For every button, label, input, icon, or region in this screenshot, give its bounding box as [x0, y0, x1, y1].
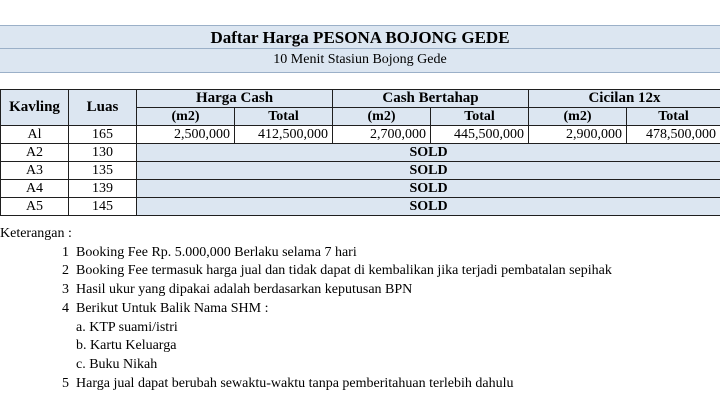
cicilan-total-cell: 478,500,000 — [627, 126, 720, 144]
sub-m2: (m2) — [137, 108, 235, 126]
table-row — [1, 180, 720, 198]
cash-m2-cell: 2,500,000 — [137, 126, 235, 144]
col-luas-header: Luas — [69, 90, 137, 126]
sold-status: SOLD — [137, 144, 720, 162]
cicilan-m2-cell: 2,900,000 — [529, 126, 627, 144]
bertahap-total-cell: 445,500,000 — [431, 126, 529, 144]
note-item: 1 Booking Fee Rp. 5.000,000 Berlaku selama 7 hari — [62, 245, 357, 260]
table-row — [1, 144, 720, 162]
group-cicilan: Cicilan 12x — [529, 90, 720, 108]
luas-cell: 165 — [69, 126, 137, 144]
note-sub-item: a. KTP suami/istri — [76, 320, 178, 335]
sub-total: Total — [431, 108, 529, 126]
note-item: 3 Hasil ukur yang dipakai adalah berdasarkan keputusan BPN — [62, 282, 413, 297]
sold-status: SOLD — [137, 198, 720, 216]
note-item: 4 Berikut Untuk Balik Nama SHM : — [62, 301, 269, 316]
luas-cell: 145 — [69, 198, 137, 216]
kavling-cell: A5 — [1, 198, 69, 216]
note-item: 5 Harga jual dapat berubah sewaktu-waktu tanpa pemberitahuan terlebih dahulu — [62, 376, 514, 391]
table-row — [1, 162, 720, 180]
sub-total: Total — [627, 108, 720, 126]
page-subtitle: 10 Menit Stasiun Bojong Gede — [273, 52, 447, 67]
kavling-cell: A4 — [1, 180, 69, 198]
luas-cell: 130 — [69, 144, 137, 162]
sub-m2: (m2) — [529, 108, 627, 126]
table-row — [1, 198, 720, 216]
group-cash-bertahap: Cash Bertahap — [333, 90, 529, 108]
luas-cell: 135 — [69, 162, 137, 180]
luas-cell: 139 — [69, 180, 137, 198]
sub-total: Total — [235, 108, 333, 126]
group-harga-cash: Harga Cash — [137, 90, 333, 108]
title-box — [0, 25, 720, 73]
table-row — [1, 126, 720, 144]
sold-status: SOLD — [137, 180, 720, 198]
notes-label: Keterangan : — [0, 226, 72, 241]
page-title: Daftar Harga PESONA BOJONG GEDE — [0, 28, 720, 49]
price-table — [0, 89, 720, 216]
col-kavling-header: Kavling — [1, 90, 69, 126]
table-header-row — [1, 90, 720, 108]
note-sub-item: c. Buku Nikah — [76, 357, 158, 372]
kavling-cell: Al — [1, 126, 69, 144]
note-item: 2 Booking Fee termasuk harga jual dan tidak dapat di kembalikan jika terjadi pembatalan sepihak — [62, 263, 612, 278]
cash-total-cell: 412,500,000 — [235, 126, 333, 144]
kavling-cell: A2 — [1, 144, 69, 162]
note-sub-item: b. Kartu Keluarga — [76, 338, 177, 353]
sub-m2: (m2) — [333, 108, 431, 126]
sold-status: SOLD — [137, 162, 720, 180]
bertahap-m2-cell: 2,700,000 — [333, 126, 431, 144]
kavling-cell: A3 — [1, 162, 69, 180]
